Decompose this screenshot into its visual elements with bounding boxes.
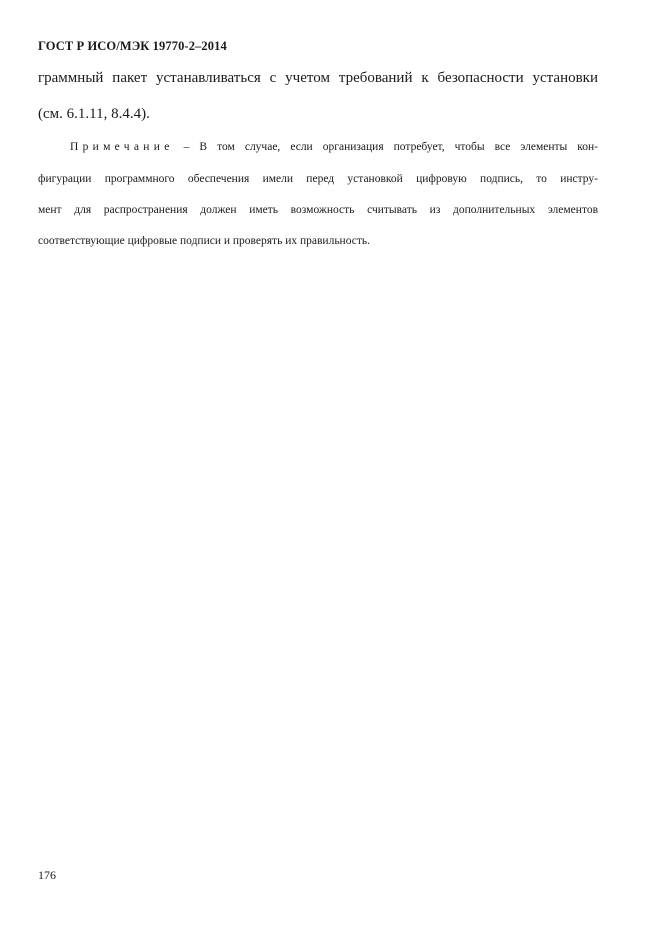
note-text-line: мент для распространения должен иметь возможность считывать из дополнительных элементов xyxy=(38,204,598,216)
note-label: Примечание xyxy=(70,141,174,153)
note-text: В том случае, если организация потребует, чтобы все элементы кон- xyxy=(199,141,598,153)
page-number: 176 xyxy=(38,868,56,882)
body-text-line: (см. 6.1.11, 8.4.4). xyxy=(38,106,150,122)
note-dash: – xyxy=(183,141,190,153)
page-header-standard-title: ГОСТ Р ИСО/МЭК 19770-2–2014 xyxy=(38,39,227,53)
note-first-line xyxy=(70,141,598,153)
body-text-line: граммный пакет устанавливаться с учетом требований к безопасности установки xyxy=(38,70,598,86)
note-text-line: фигурации программного обеспечения имели перед установкой цифровую подпись, то инстру- xyxy=(38,173,598,185)
note-text-line: соответствующие цифровые подписи и проверять их правильность. xyxy=(38,235,371,247)
